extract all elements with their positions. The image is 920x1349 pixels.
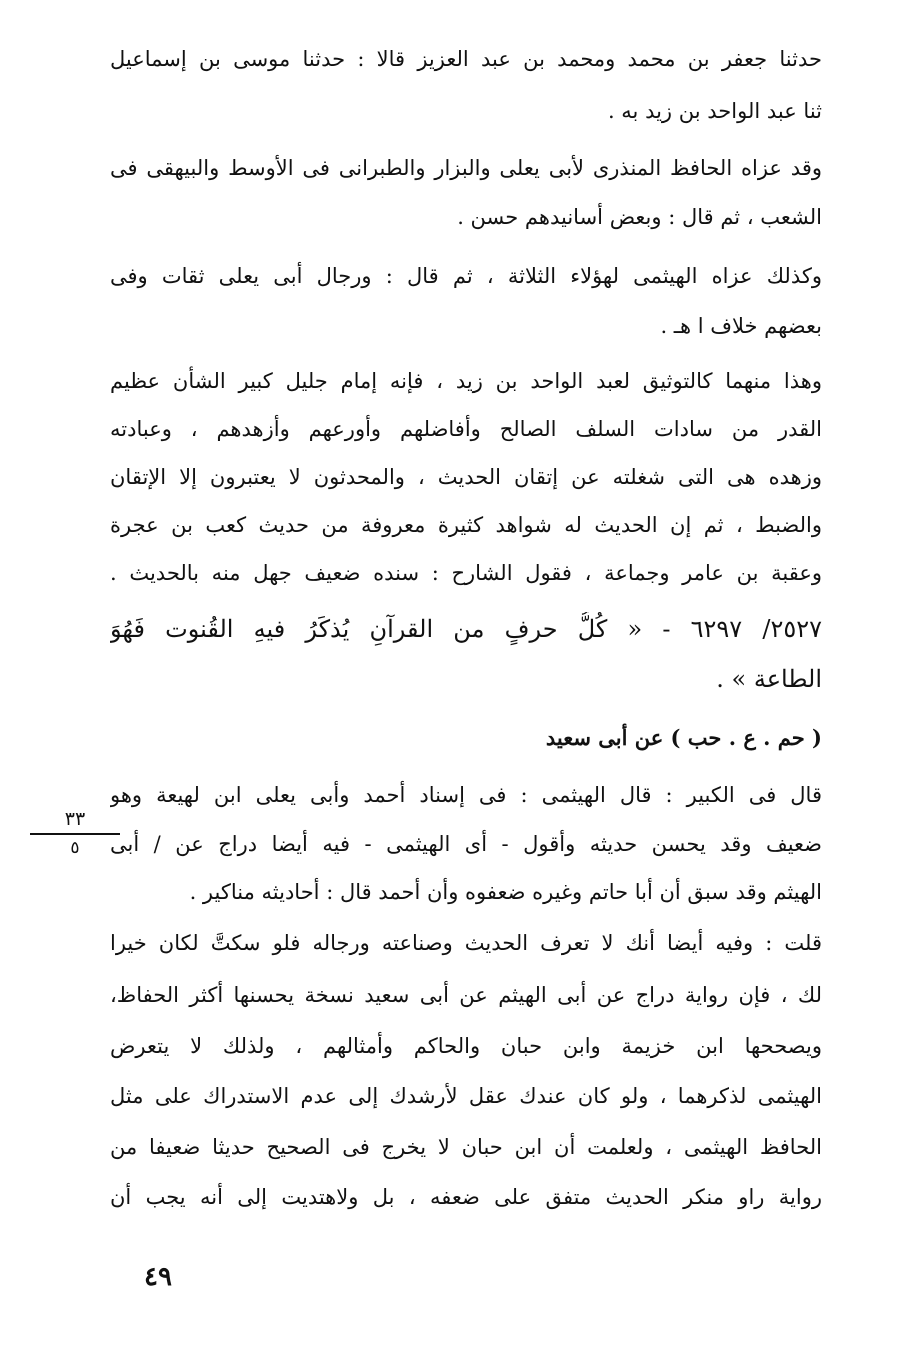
text-line-6: بعضهم خلاف ا هـ . — [660, 314, 822, 338]
text-line-18: الهيثمى لذكرهما ، ولو كان عندك عقل لأرشدك إلى عدم الاستدراك على مثل — [110, 1084, 822, 1108]
text-line-19: الحافظ الهيثمى ، ولعلمت أن ابن حبان لا يخرج فى الصحيح حديثا ضعيفا من — [110, 1135, 822, 1159]
hadith-title-line-2: الطاعة » . — [716, 665, 822, 693]
margin-volume-marker — [30, 808, 120, 858]
text-line-14: الهيثم وقد سبق أن أبا حاتم وغيره ضعفوه وأن أحمد قال : أحاديثه مناكير . — [189, 880, 822, 904]
text-line-4: الشعب ، ثم قال : وبعض أسانيدهم حسن . — [457, 205, 822, 229]
text-line-16: لك ، فإن رواية دراج عن أبى الهيثم عن أبى سعيد نسخة يحسنها أكثر الحفاظ، — [110, 983, 822, 1007]
text-line-9: وزهده هى التى شغلته عن إتقان الحديث ، والمحدثون لا يعتبرون إلا الإتقان — [110, 465, 822, 489]
text-line-11: وعقبة بن عامر وجماعة ، فقول الشارح : سنده ضعيف جهل منه بالحديث . — [110, 561, 822, 585]
hadith-title-line-1: ٢٥٢٧/ ٦٢٩٧ - « كُلُّ حرفٍ من القرآنِ يُذكَرُ فيهِ القُنوت فَهُوَ — [110, 615, 822, 643]
text-line-10: والضبط ، ثم إن الحديث له شواهد كثيرة معروفة من حديث كعب بن عجرة — [110, 513, 822, 537]
hadith-source: ( حم . ع . حب ) عن أبى سعيد — [545, 725, 822, 750]
text-line-7: وهذا منهما كالتوثيق لعبد الواحد بن زيد ، فإنه إمام جليل كبير الشأن عظيم — [110, 369, 822, 393]
margin-rule — [30, 833, 120, 835]
text-line-12: قال فى الكبير : قال الهيثمى : فى إسناد أحمد وأبى يعلى ابن لهيعة وهو — [110, 783, 822, 807]
text-line-13: ضعيف وقد يحسن حديثه وأقول - أى الهيثمى - فيه أيضا دراج عن / أبى — [110, 832, 822, 856]
text-line-2: ثنا عبد الواحد بن زيد به . — [607, 99, 822, 123]
margin-numerator: ٣٣ — [64, 808, 86, 830]
page-number: ٤٩ — [144, 1262, 172, 1292]
text-line-5: وكذلك عزاه الهيثمى لهؤلاء الثلاثة ، ثم قال : ورجال أبى يعلى ثقات وفى — [110, 264, 822, 288]
margin-denominator: ٥ — [70, 838, 80, 858]
text-line-20: رواية راو منكر الحديث متفق على ضعفه ، بل ولاهتديت إلى أنه يجب أن — [110, 1185, 822, 1209]
text-line-8: القدر من سادات السلف الصالح وأفاضلهم وأورعهم وأزهدهم ، وعبادته — [110, 417, 822, 441]
text-line-15: قلت : وفيه أيضا أنك لا تعرف الحديث وصناعته ورجاله فلو سكتَّ لكان خيرا — [110, 931, 822, 955]
text-line-1: حدثنا جعفر بن محمد ومحمد بن عبد العزيز قالا : حدثنا موسى بن إسماعيل — [110, 47, 822, 71]
text-line-3: وقد عزاه الحافظ المنذرى لأبى يعلى والبزار والطبرانى فى الأوسط والبيهقى فى — [110, 156, 822, 180]
text-line-17: ويصححها ابن خزيمة وابن حبان والحاكم وأمثالهم ، ولذلك لا يتعرض — [110, 1034, 822, 1058]
